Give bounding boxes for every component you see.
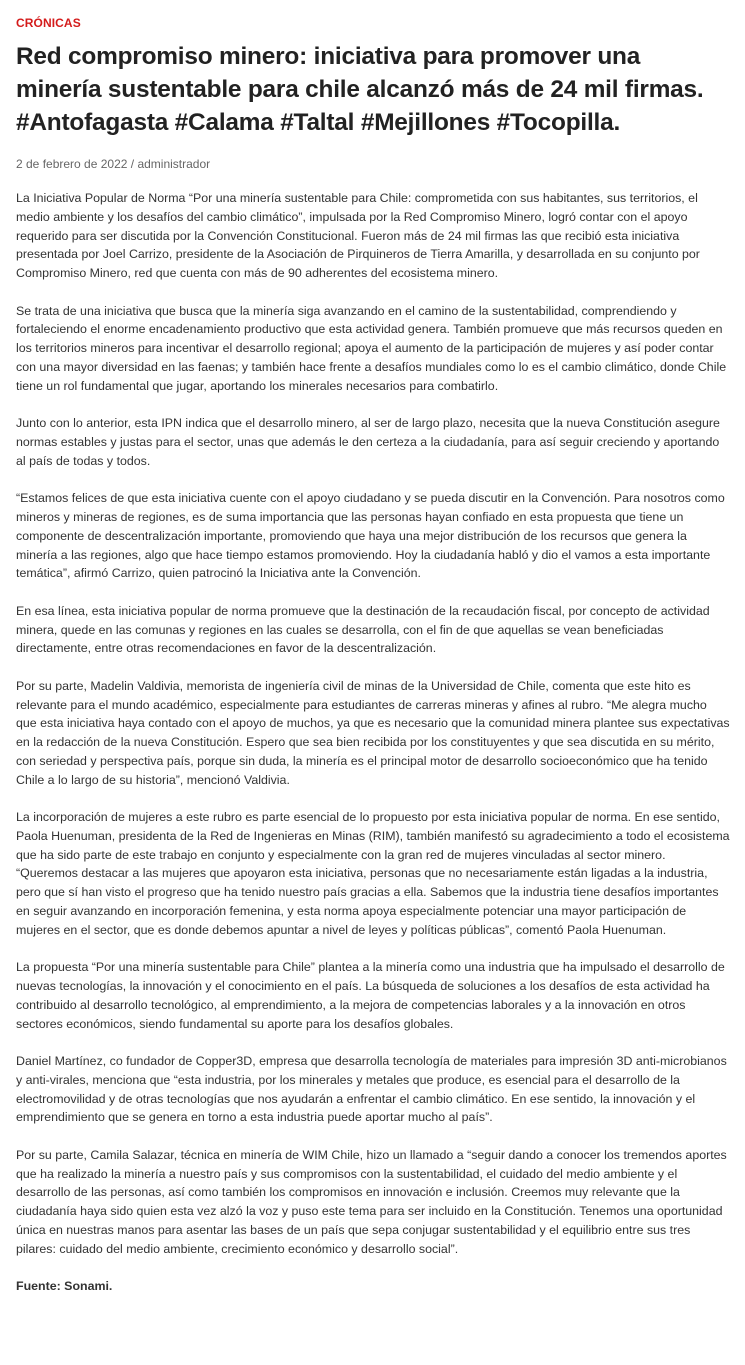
paragraph-8: La propuesta “Por una minería sustentable para Chile” plantea a la minería como una industria que ha impulsado el desarrollo de nuevas tecnologías, la innovación y el conocimiento en el país. La búsqueda de soluciones a los desafíos de esta actividad ha contribuido al desarrollo tecnológico, al emprendimiento, a la mejora de competencias laborales y a la innovación en otros sectores económicos, siendo fundamental su aporte para los desafíos globales. xyxy=(16,960,725,1031)
article-author[interactable]: administrador xyxy=(137,157,211,171)
paragraph-6: Por su parte, Madelin Valdivia, memorista de ingeniería civil de minas de la Universidad de Chile, comenta que este hito es relevante para el mundo académico, especialmente para estudiantes de carreras mineras y afines al rubro. “Me alegra mucho que esta iniciativa haya contado con el apoyo de muchos, ya que es necesario que la comunidad minera plantee sus expectativas en la redacción de la nueva Constitución. Espero que sea bien recibida por los constituyentes y que sea discutida en su mérito, con seriedad y perspectiva país, porque sin duda, la minería es el principal motor de desarrollo socioeconómico que ha tenido Chile a lo largo de su historia”, mencionó Valdivia. xyxy=(16,678,730,787)
source-credit: Fuente: Sonami. xyxy=(16,1279,113,1294)
article-meta xyxy=(16,156,730,172)
paragraph-3: Junto con lo anterior, esta IPN indica que el desarrollo minero, al ser de largo plazo, necesita que la nueva Constitución asegure normas estables y justas para el sector, unas que además le den certeza a la ciudadanía, para así seguir creciendo y aportando al país de todas y todos. xyxy=(16,416,720,468)
meta-separator: / xyxy=(127,157,138,171)
category-link[interactable]: CRÓNICAS xyxy=(16,16,81,30)
article-body xyxy=(16,189,730,1296)
article-title: Red compromiso minero: iniciativa para promover una minería sustentable para chile alcanzó más de 24 mil firmas. #Antofagasta #Calama #Taltal #Mejillones #Tocopilla. xyxy=(16,43,704,136)
article-date[interactable]: 2 de febrero de 2022 xyxy=(16,157,128,171)
paragraph-7: La incorporación de mujeres a este rubro es parte esencial de lo propuesto por esta iniciativa popular de norma. En ese sentido, Paola Huenuman, presidenta de la Red de Ingenieras en Minas (RIM), también manifestó su agradecimiento a todo el ecosistema que ha sido parte de este trabajo en conjunto y especialmente con la gran red de mujeres vinculadas al sector minero. “Queremos destacar a las mujeres que apoyaron esta iniciativa, personas que no necesariamente están ligadas a la industria, pero que sí han visto el progreso que ha tenido nuestro país gracias a ella. Sabemos que la industria tiene desafíos importantes en seguir avanzando en incorporación femenina, y esta norma apoya especialmente potenciar una mayor participación de mujeres en el sector, que es donde debemos apuntar a nivel de leyes y políticas públicas”, comentó Paola Huenuman. xyxy=(16,810,730,937)
paragraph-2: Se trata de una iniciativa que busca que la minería siga avanzando en el camino de la sustentabilidad, comprendiendo y fortaleciendo el enorme encadenamiento productivo que esta actividad genera. También promueve que más recursos queden en los territorios mineros para incentivar el desarrollo regional; apoya el aumento de la participación de mujeres y así poder contar con una mayor diversidad en las faenas; y también hace frente a desafíos mundiales como lo es el cambio climático, donde Chile tiene un rol fundamental que jugar, aportando los minerales necesarios para combatirlo. xyxy=(16,303,727,393)
paragraph-4: “Estamos felices de que esta iniciativa cuente con el apoyo ciudadano y se pueda discutir en la Convención. Para nosotros como mineros y mineras de regiones, es de suma importancia que las personas hayan confiado en esta propuesta que tiene un componente de descentralización importante, promoviendo que haya una mejor distribución de los recursos que genera la minería a las regiones, algo que hace tiempo estamos promoviendo. Hoy la ciudadanía habló y dio el vamos a esta importante temática”, afirmó Carrizo, quien patrocinó la Iniciativa ante la Convención. xyxy=(16,491,725,581)
paragraph-9: Daniel Martínez, co fundador de Copper3D, empresa que desarrolla tecnología de materiales para impresión 3D anti-microbianos y anti-virales, menciona que “esta industria, por los minerales y metales que produce, es esencial para el desarrollo de la electromovilidad y de otras tecnologías que nos ayudarán a enfrentar el cambio climático. En ese sentido, la innovación y el emprendimiento que se genera en torno a esta industria puede aportar mucho al país”. xyxy=(16,1054,727,1125)
paragraph-10: Por su parte, Camila Salazar, técnica en minería de WIM Chile, hizo un llamado a “seguir dando a conocer los tremendos aportes que ha realizado la minería a nuestro país y sus compromisos con la sustentabilidad, el cuidado del medio ambiente y el desarrollo de las personas, así como también los compromisos en innovación e inclusión. Creemos muy relevante que la ciudadanía haya sido quien esta vez alzó la voz y puso este tema para ser incluido en la Constitución. Tenemos una oportunidad única en nuestras manos para asentar las bases de un país que sepa conjugar sustentabilidad y el equilibrio entre sus tres pilares: cuidado del medio ambiente, crecimiento económico y desarrollo social”. xyxy=(16,1147,727,1256)
paragraph-5: En esa línea, esta iniciativa popular de norma promueve que la destinación de la recaudación fiscal, por concepto de actividad minera, quede en las comunas y regiones en las cuales se desarrolla, con el fin de que aquellas se vean beneficiadas directamente, entre otras recomendaciones en favor de la descentralización. xyxy=(16,603,710,656)
paragraph-1: La Iniciativa Popular de Norma “Por una minería sustentable para Chile: comprometida con sus habitantes, sus territorios, el medio ambiente y los desafíos del cambio climático”, impulsada por la Red Compromiso Minero, logró contar con el apoyo requerido para ser discutida por la Convención Constitucional. Fueron más de 24 mil firmas las que recibió esta iniciativa presentada por Joel Carrizo, presidente de la Asociación de Pirquineros de Tierra Amarilla, y desarrollada en su conjunto por Compromiso Minero, red que cuenta con más de 90 adherentes del ecosistema minero. xyxy=(16,191,700,281)
